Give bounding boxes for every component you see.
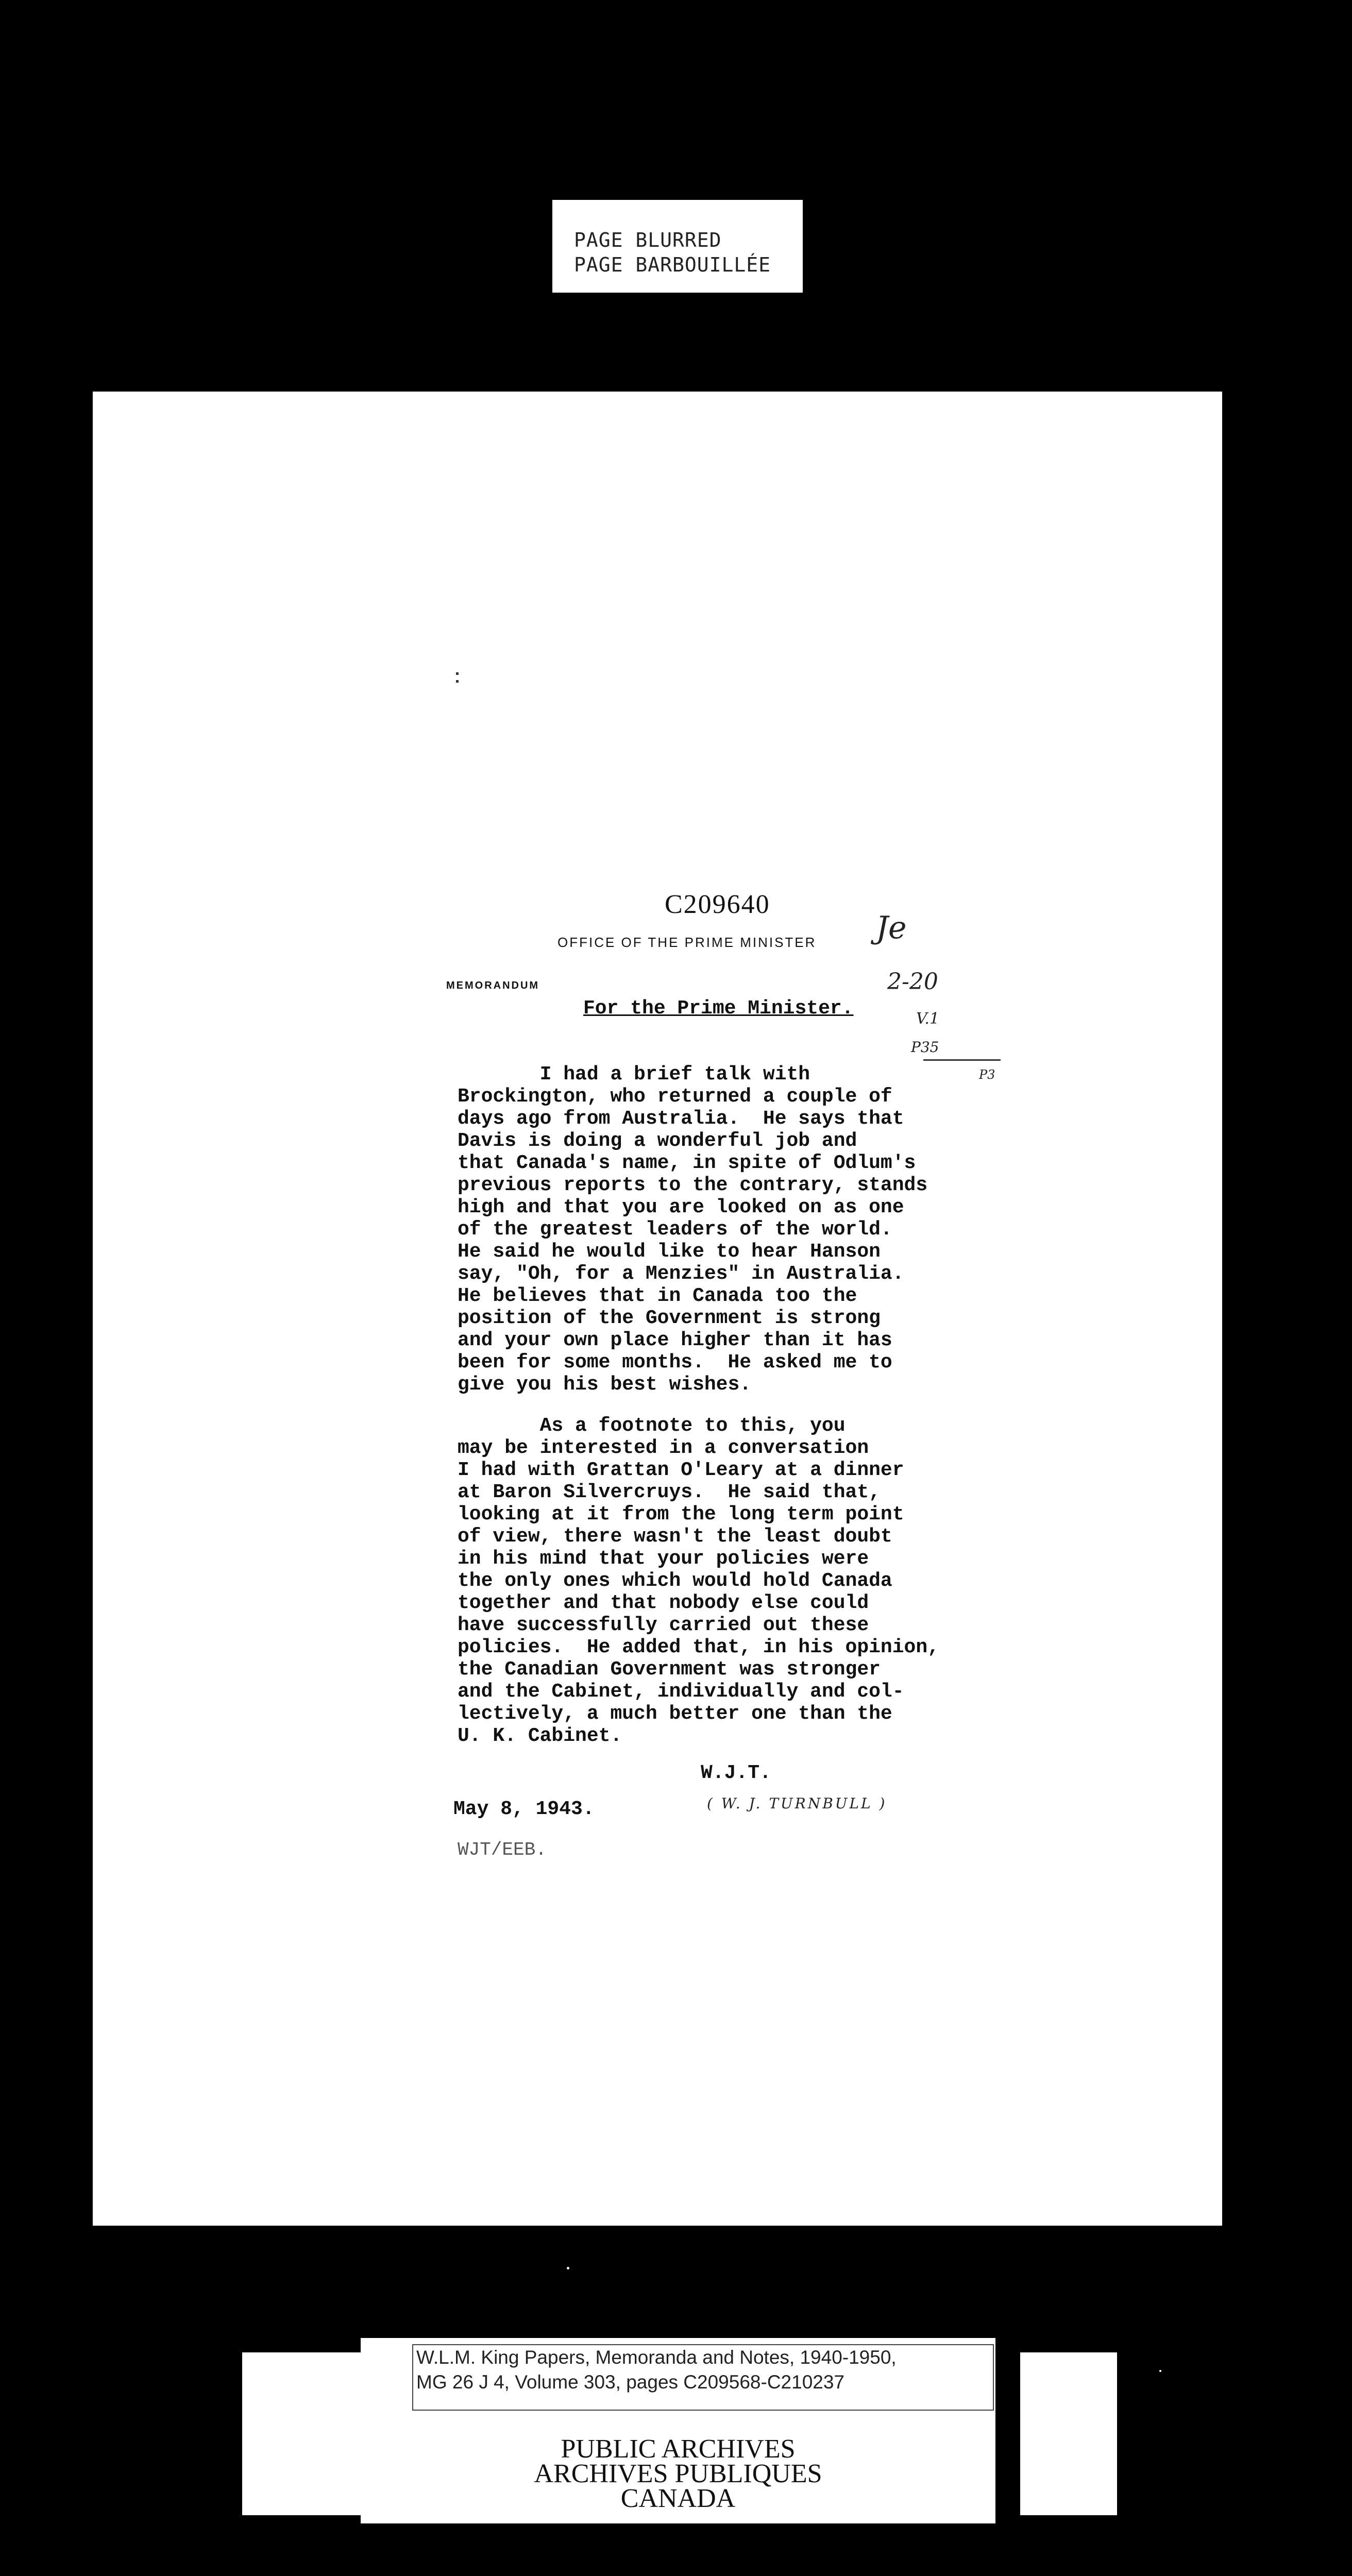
text-line: high and that you are looked on as one (458, 1196, 904, 1218)
text-line: He said he would like to hear Hanson (458, 1241, 881, 1263)
margin-note: 2-20 (887, 969, 938, 995)
text-line: As a footnote to this, you (458, 1415, 846, 1437)
archive-citation (412, 2344, 994, 2411)
archive-country: CANADA (620, 2484, 736, 2513)
archive-name-en: PUBLIC ARCHIVES (561, 2434, 796, 2464)
margin-underline (923, 1059, 1001, 1061)
document-number: C209640 (665, 890, 770, 919)
text-line: lectively, a much better one than the (458, 1703, 892, 1725)
page-blurred-fr: PAGE BARBOUILLÉE (574, 253, 771, 276)
margin-note: Je (876, 910, 907, 946)
handwritten-name: ( W. J. TURNBULL ) (707, 1795, 887, 1812)
text-line: the Canadian Government was stronger (458, 1658, 881, 1681)
text-line: give you his best wishes. (458, 1374, 752, 1396)
margin-note: P35 (911, 1039, 939, 1056)
citation-line: W.L.M. King Papers, Memoranda and Notes, 1940-1950, (416, 2347, 897, 2368)
reference-initials: WJT/EEB. (458, 1839, 547, 1860)
page-blurred-en: PAGE BLURRED (574, 229, 722, 251)
film-speck (1159, 2370, 1161, 2372)
mark-dot (456, 680, 459, 683)
memo-date: May 8, 1943. (453, 1798, 595, 1820)
text-line: and your own place higher than it has (458, 1329, 892, 1351)
text-line: at Baron Silvercruys. He said that, (458, 1481, 881, 1503)
margin-note: P3 (979, 1067, 995, 1082)
text-line: and the Cabinet, individually and col- (458, 1681, 904, 1703)
text-line: together and that nobody else could (458, 1592, 869, 1614)
text-line: Brockington, who returned a couple of (458, 1086, 892, 1108)
text-line: of the greatest leaders of the world. (458, 1218, 892, 1241)
memo-heading: For the Prime Minister. (583, 997, 854, 1020)
text-line: that Canada's name, in spite of Odlum's (458, 1152, 916, 1174)
text-line: been for some months. He asked me to (458, 1351, 892, 1374)
text-line: the only ones which would hold Canada (458, 1570, 892, 1592)
text-line: policies. He added that, in his opinion, (458, 1636, 939, 1658)
mark-dot (456, 672, 459, 675)
office-header: OFFICE OF THE PRIME MINISTER (557, 935, 817, 950)
text-line: days ago from Australia. He says that (458, 1108, 904, 1130)
citation-line: MG 26 J 4, Volume 303, pages C209568-C210237 (416, 2371, 845, 2393)
text-line: have successfully carried out these (458, 1614, 869, 1636)
text-line: say, "Oh, for a Menzies" in Australia. (458, 1263, 904, 1285)
archive-name-fr: ARCHIVES PUBLIQUES (534, 2459, 822, 2488)
text-line: U. K. Cabinet. (458, 1725, 622, 1747)
text-line: position of the Government is strong (458, 1307, 881, 1329)
memorandum-label: MEMORANDUM (446, 980, 540, 991)
text-line: previous reports to the contrary, stands (458, 1174, 928, 1196)
text-line: of view, there wasn't the least doubt (458, 1526, 892, 1548)
text-line: Davis is doing a wonderful job and (458, 1130, 857, 1152)
text-line: He believes that in Canada too the (458, 1285, 857, 1307)
initials: W.J.T. (701, 1762, 771, 1784)
archive-tab-right (1020, 2352, 1117, 2515)
film-speck (1211, 2009, 1214, 2012)
text-line: looking at it from the long term point (458, 1503, 904, 1526)
text-line: I had with Grattan O'Leary at a dinner (458, 1459, 904, 1481)
margin-note: V.1 (916, 1010, 940, 1028)
archive-tab-left (242, 2352, 361, 2515)
page-blurred-label (552, 200, 803, 293)
text-line: may be interested in a conversation (458, 1437, 869, 1459)
text-line: in his mind that your policies were (458, 1548, 869, 1570)
film-speck (567, 2267, 569, 2269)
text-line: I had a brief talk with (458, 1063, 810, 1086)
